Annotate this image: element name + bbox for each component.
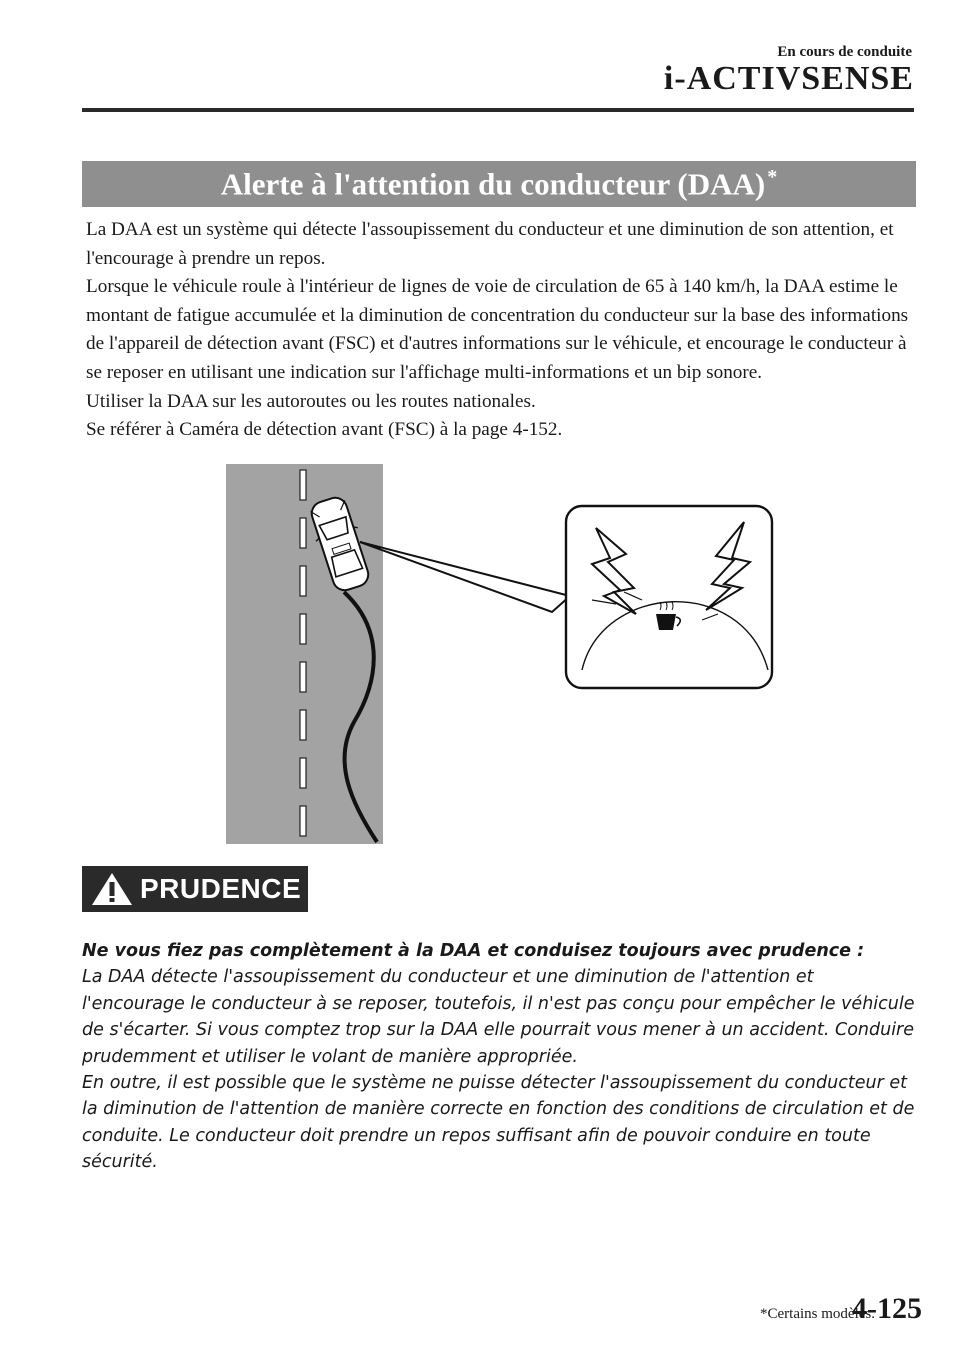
lane-mark	[300, 806, 306, 836]
page-number: 4-125	[852, 1292, 922, 1325]
intro-text	[86, 216, 916, 445]
lane-mark	[300, 470, 306, 500]
optional-marker: *	[767, 165, 778, 188]
lane-mark	[300, 614, 306, 644]
caution-paragraph: La DAA détecte l'assoupissement du conducteur et une diminution de l'attention et l'encourage le conducteur à se reposer, toutefois, il n'est pas conçu pour empêcher le véhicule de s'écarter. Si vous comptez trop sur la DAA elle pourrait vous mener à un accident. Conduire prudemment et utiliser le volant de manière appropriée.	[82, 967, 915, 1067]
footer-note: *Certains modèles.	[760, 1306, 875, 1322]
lane-mark	[300, 518, 306, 548]
chapter-title: i-ACTIVSENSE	[663, 60, 914, 97]
caution-heading: Ne vous fiez pas complètement à la DAA et conduisez toujours avec prudence :	[82, 941, 865, 961]
lane-mark	[300, 758, 306, 788]
intro-paragraph: Se référer à Caméra de détection avant (FSC) à la page 4-152.	[86, 419, 563, 441]
lane-mark	[300, 662, 306, 692]
caution-body	[82, 938, 920, 1176]
intro-paragraph: La DAA est un système qui détecte l'assoupissement du conducteur et une diminution de son attention, et l'encourage à prendre un repos.	[86, 219, 894, 269]
intro-paragraph: Lorsque le véhicule roule à l'intérieur de lignes de voie de circulation de 65 à 140 km/h, la DAA estime le montant de fatigue accumulée et la diminution de concentration du conducteur sur la base des informations de l'appareil de détection avant (FSC) et d'autres informations sur le véhicule, et encourage le conducteur à se reposer en utilisant une indication sur l'affichage multi-informations et un bip sonore.	[86, 276, 909, 383]
daa-illustration	[222, 464, 782, 846]
section-band	[82, 161, 916, 207]
caution-label	[82, 866, 308, 912]
warning-icon	[90, 871, 134, 907]
section-title: Alerte à l'attention du conducteur (DAA) *	[220, 165, 778, 202]
caution-paragraph: En outre, il est possible que le système ne puisse détecter l'assoupissement du conducteur et la diminution de l'attention de manière correcte en fonction des conditions de circulation et de conduite. Le conducteur doit prendre un repos suffisant afin de pouvoir conduire en toute sécurité.	[82, 1073, 915, 1173]
lane-mark	[300, 566, 306, 596]
chapter-kicker: En cours de conduite	[777, 44, 912, 60]
daa-illustration-svg	[222, 464, 782, 846]
camera-view-lines	[360, 542, 570, 612]
caution-label-text: PRUDENCE	[140, 873, 302, 904]
header-rule	[82, 108, 914, 112]
intro-paragraph: Utiliser la DAA sur les autoroutes ou les routes nationales.	[86, 390, 536, 412]
lane-mark	[300, 710, 306, 740]
